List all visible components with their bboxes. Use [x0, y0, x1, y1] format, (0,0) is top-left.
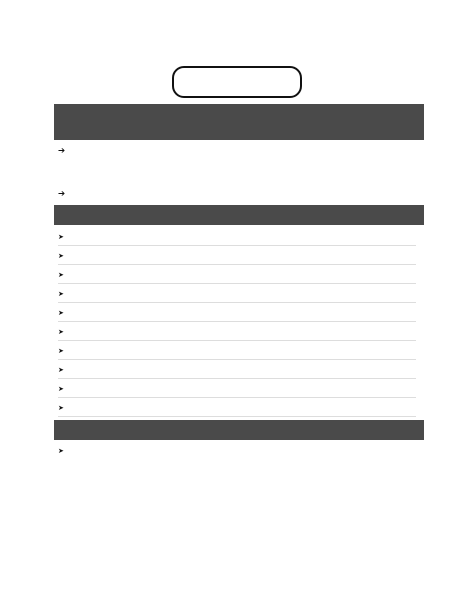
arrow-right-icon: ➔: [58, 146, 66, 156]
arrow-right-icon: ➔: [58, 189, 66, 199]
chevron-right-icon: ➤: [58, 346, 64, 355]
solutions-item[interactable]: [58, 442, 416, 459]
chevron-right-icon: ➤: [58, 403, 64, 412]
chevron-right-icon: ➤: [58, 384, 64, 393]
practice-sets-header: [54, 205, 424, 225]
practice-set-item[interactable]: [58, 342, 416, 360]
practice-set-item[interactable]: [58, 228, 416, 246]
chevron-right-icon: ➤: [58, 251, 64, 260]
practice-set-item[interactable]: [58, 380, 416, 398]
chevron-right-icon: ➤: [58, 327, 64, 336]
practice-set-item[interactable]: [58, 399, 416, 417]
chevron-right-icon: ➤: [58, 308, 64, 317]
chevron-right-icon: ➤: [58, 365, 64, 374]
practice-set-item[interactable]: [58, 304, 416, 322]
solutions-header: [54, 420, 424, 440]
practice-set-item[interactable]: [58, 323, 416, 341]
practice-set-item[interactable]: [58, 266, 416, 284]
exam-info-header: [54, 104, 424, 140]
chevron-right-icon: ➤: [58, 289, 64, 298]
chevron-right-icon: ➤: [58, 446, 64, 455]
chevron-right-icon: ➤: [58, 232, 64, 241]
practice-set-item[interactable]: [58, 361, 416, 379]
toc-item-important-info[interactable]: [58, 146, 416, 156]
toc-item-syllabus[interactable]: [58, 189, 416, 199]
chevron-right-icon: ➤: [58, 270, 64, 279]
practice-set-item[interactable]: [58, 285, 416, 303]
practice-set-item[interactable]: [58, 247, 416, 265]
page-title: [172, 66, 302, 98]
